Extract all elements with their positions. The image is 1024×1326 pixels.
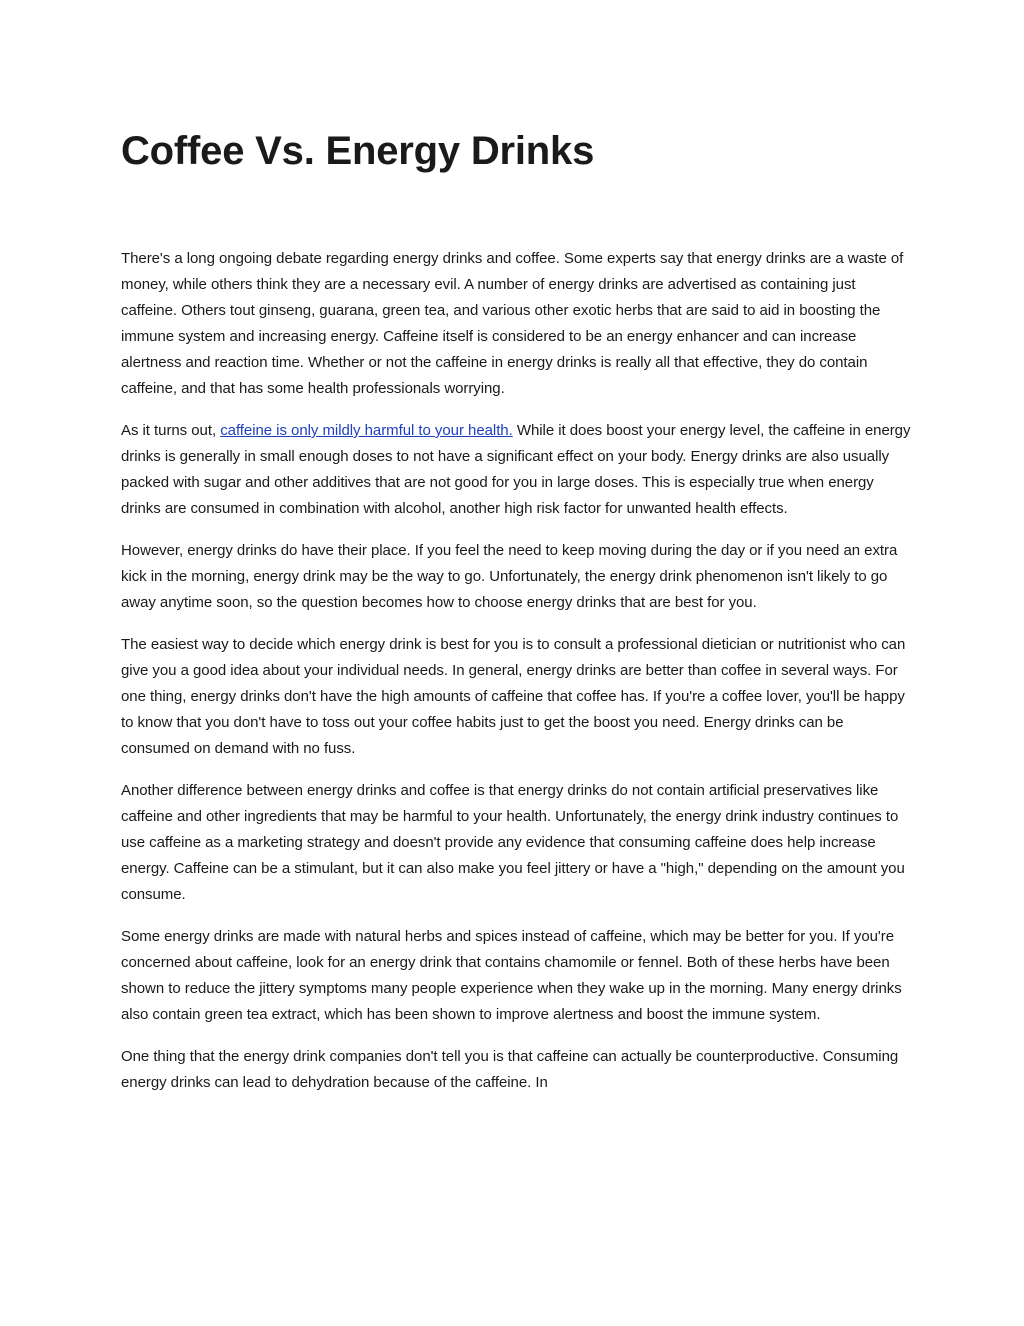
paragraph-2: [121, 418, 911, 522]
paragraph-3: However, energy drinks do have their place. If you feel the need to keep moving during the day or if you need an extra kick in the morning, energy drink may be the way to go. Unfortunately, the energy drink phenomenon isn't likely to go away anytime soon, so the question becomes how to choose energy drinks that are best for you.: [121, 542, 898, 611]
paragraph-1: There's a long ongoing debate regarding energy drinks and coffee. Some experts say that energy drinks are a waste of money, while others think they are a necessary evil. A number of energy drinks are advertised as containing just caffeine. Others tout ginseng, guarana, green tea, and various other exotic herbs that are said to aid in boosting the immune system and increasing energy. Caffeine itself is considered to be an energy enhancer and can increase alertness and reaction time. Whether or not the caffeine in energy drinks is really all that effective, they do contain caffeine, and that has some health professionals worrying.: [121, 250, 904, 397]
paragraph-2-lead: As it turns out,: [121, 422, 221, 439]
paragraph-4: The easiest way to decide which energy drink is best for you is to consult a professional dietician or nutritionist who can give you a good idea about your individual needs. In general, energy drinks are better than coffee in several ways. For one thing, energy drinks don't have the high amounts of caffeine that coffee has. If you're a coffee lover, you'll be happy to know that you don't have to toss out your coffee habits just to get the boost you need. Energy drinks can be consumed on demand with no fuss.: [121, 636, 906, 757]
paragraph-5: Another difference between energy drinks and coffee is that energy drinks do not contain artificial preservatives like caffeine and other ingredients that may be harmful to your health. Unfortunately, the energy drink industry continues to use caffeine as a marketing strategy and doesn't provide any evidence that consuming caffeine does help increase energy. Caffeine can be a stimulant, but it can also make you feel jittery or have a "high," depending on the amount you consume.: [121, 782, 905, 903]
document-title: Coffee Vs. Energy Drinks: [121, 129, 595, 173]
caffeine-health-link[interactable]: caffeine is only mildly harmful to your health.: [220, 422, 513, 439]
document-page: [121, 0, 911, 1326]
paragraph-2-rest: While it does boost your energy level, the caffeine in energy drinks is generally in small enough doses to not have a significant effect on your body. Energy drinks are also usually packed with sugar and other additives that are not good for you in large doses. This is especially true when energy drinks are consumed in combination with alcohol, another high risk factor for unwanted health effects.: [121, 422, 911, 517]
document-body: [121, 246, 911, 1112]
paragraph-7: One thing that the energy drink companies don't tell you is that caffeine can actually be counterproductive. Consuming energy drinks can lead to dehydration because of the caffeine. In: [121, 1048, 899, 1091]
paragraph-6: Some energy drinks are made with natural herbs and spices instead of caffeine, which may be better for you. If you're concerned about caffeine, look for an energy drink that contains chamomile or fennel. Both of these herbs have been shown to reduce the jittery symptoms many people experience when they wake up in the morning. Many energy drinks also contain green tea extract, which has been shown to improve alertness and boost the immune system.: [121, 928, 902, 1023]
